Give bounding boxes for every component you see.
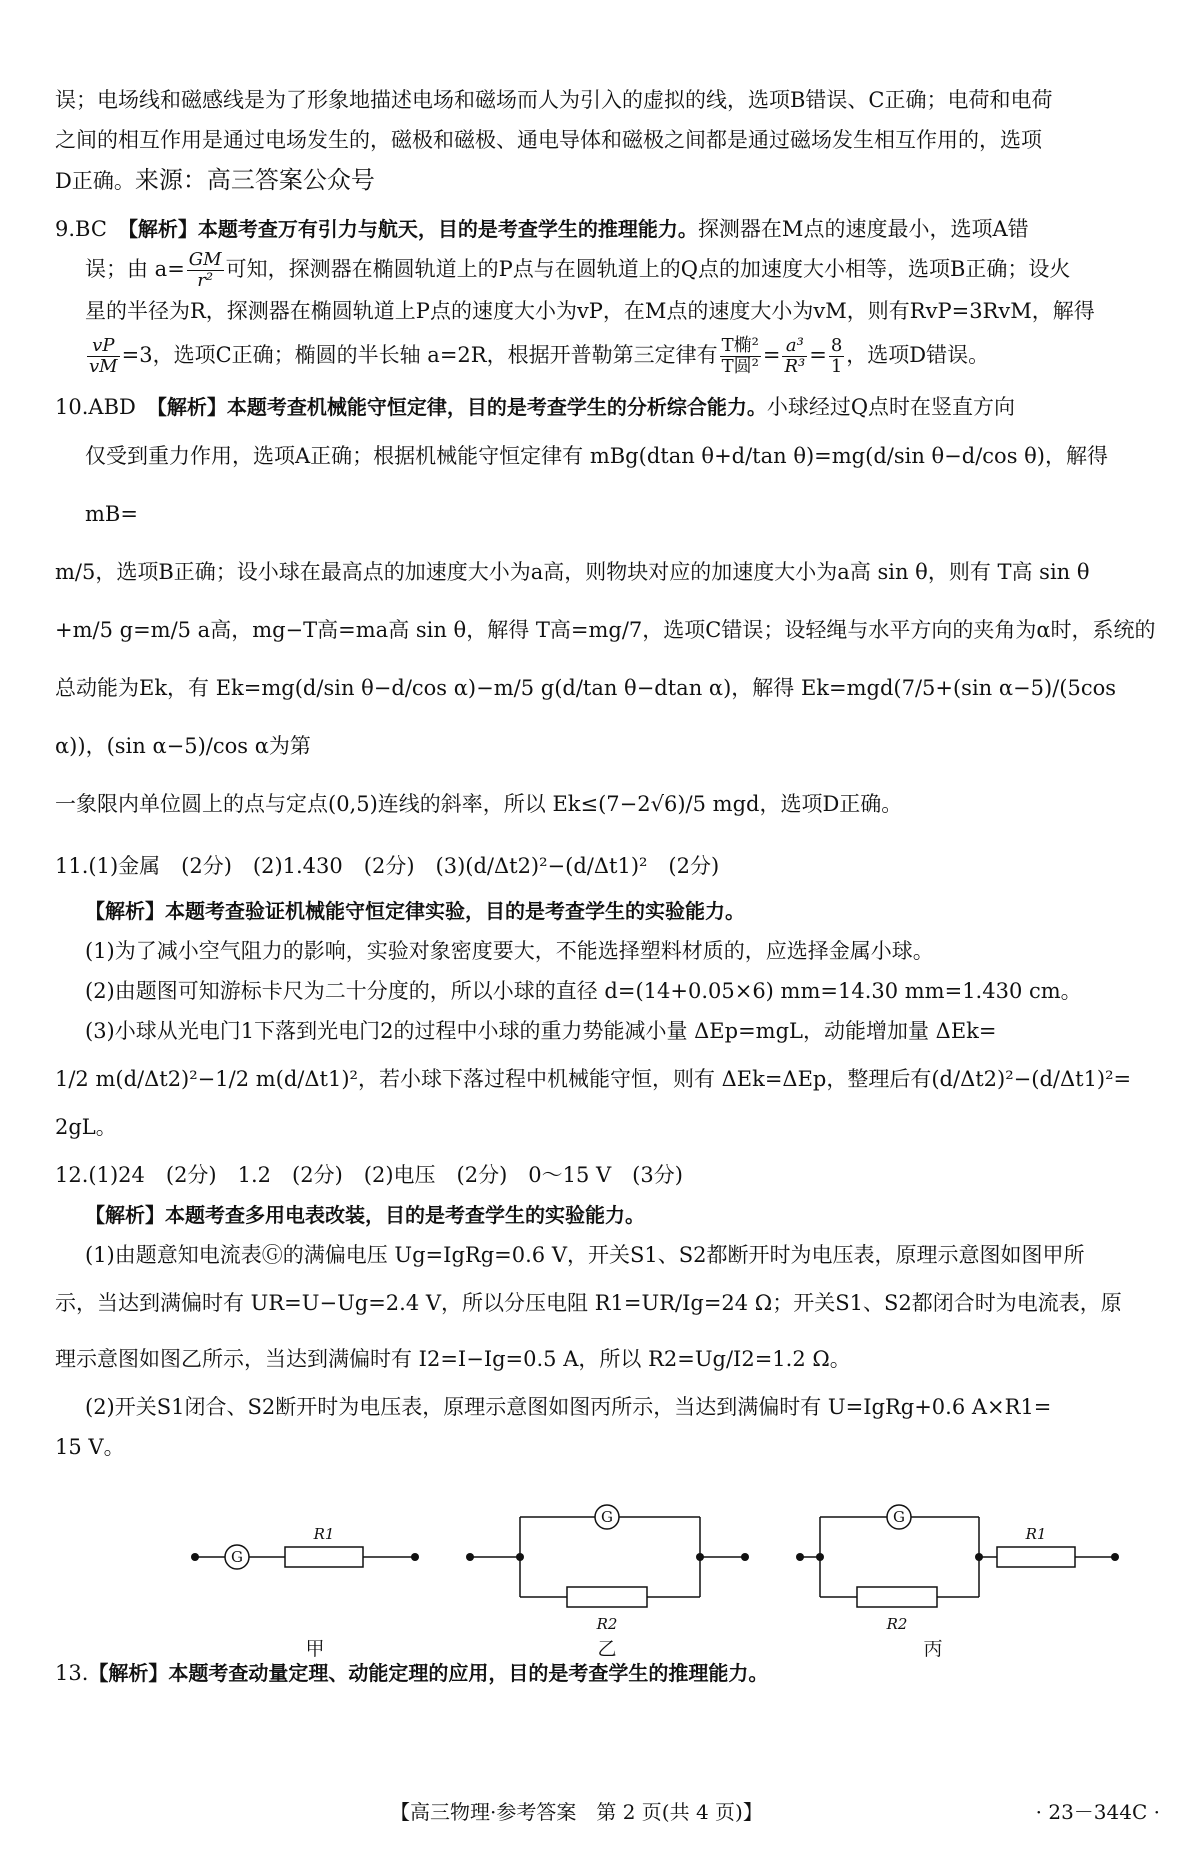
fraction: $\frac{8}{1}$	[830, 335, 843, 377]
fraction: $\frac{vP}{vM}$	[89, 335, 118, 377]
q12-line-4: (2)开关S1闭合、S2断开时为电压表，原理示意图如图丙所示，当达到满偏时有 U=IgRg+0.6 A×R1=	[85, 1395, 1052, 1419]
q13-line: 13.【解析】本题考查动量定理、动能定理的应用，目的是考查学生的推理能力。	[55, 1661, 769, 1685]
q11-line-1: (1)为了减小空气阻力的影响，实验对象密度要大，不能选择塑料材质的，应选择金属小球。	[85, 939, 934, 963]
resistor-r1	[285, 1547, 363, 1567]
q10-line-5: 总动能为Ek，有 Ek=mg(d/sin θ−d/cos α)−m/5 g(d/tan θ−dtan α)，解得 Ek=mgd(7/5+(sin α−5)/(5cos α))，(sin α−5)/cos α为第	[55, 676, 1117, 758]
fraction: $\frac{\text{a³}}{\text{R³}}$	[784, 335, 806, 377]
q12-line-3: 理示意图如图乙所示，当达到满偏时有 I2=I−Ig=0.5 A，所以 R2=Ug/I2=1.2 Ω。	[55, 1347, 851, 1371]
footer-code: · 23－344C ·	[1035, 1800, 1160, 1824]
resistor-r1	[997, 1547, 1075, 1567]
q9-line-4: $\frac{vP}{vM}$ =3，选项C正确；椭圆的半长轴 a=2R，根据开普勒第三定律有 $\frac{\text{T椭²}}{\text{T圆²}}$ = $\frac{\text{a³}}{\text{R³}}$ = $\frac{8}{1}$ ，选项D错误。	[89, 335, 990, 377]
caption-yi: 乙	[597, 1638, 617, 1657]
fraction: $\frac{\text{T椭²}}{\text{T圆²}}$	[721, 335, 759, 377]
text-line: 之间的相互作用是通过电场发生的，磁极和磁极、通电导体和磁极之间都是通过磁场发生相互作用的，选项	[55, 128, 1042, 152]
q9-line-3: 星的半径为R，探测器在椭圆轨道上P点的速度大小为vP，在M点的速度大小为vM，则有RvP=3RvM，解得	[85, 299, 1095, 323]
caption-jia: 甲	[305, 1638, 325, 1657]
circuit-figure	[135, 1487, 1135, 1657]
q11-answer: 11.(1)金属 (2分) (2)1.430 (2分) (3)(d/Δt2)²−(d/Δt1)² (2分)	[55, 854, 720, 878]
resistor-r2	[857, 1587, 937, 1607]
q10-line-1: 10.ABD 【解析】本题考查机械能守恒定律，目的是考查学生的分析综合能力。小球经过Q点时在竖直方向	[55, 395, 1016, 419]
source-watermark: 来源：高三答案公众号	[134, 166, 375, 194]
q11-line-4: 1/2 m(d/Δt2)²−1/2 m(d/Δt1)²，若小球下落过程中机械能守恒，则有 ΔEk=ΔEp，整理后有(d/Δt2)²−(d/Δt1)²=	[55, 1067, 1132, 1091]
q11-line-3: (3)小球从光电门1下落到光电门2的过程中小球的重力势能减小量 ΔEp=mgL，动能增加量 ΔEk=	[85, 1019, 997, 1043]
g-label: G	[601, 1508, 613, 1526]
q10-line-6: 一象限内单位圆上的点与定点(0,5)连线的斜率，所以 Ek≤(7−2√6)/5 mgd，选项D正确。	[55, 792, 903, 816]
caption-bing: 丙	[923, 1638, 943, 1657]
q11-line-5: 2gL。	[55, 1115, 117, 1139]
g-label: G	[231, 1548, 243, 1566]
resistor-r2	[567, 1587, 647, 1607]
text-line: D正确。来源：高三答案公众号	[55, 166, 375, 194]
footer-title: 【高三物理·参考答案 第 2 页(共 4 页)】	[390, 1800, 763, 1824]
r1-label: R1	[1025, 1525, 1047, 1543]
r1-label: R1	[313, 1525, 335, 1543]
q10-line-4: +m/5 g=m/5 a高，mg−T高=ma高 sin θ，解得 T高=mg/7，选项C错误；设轻绳与水平方向的夹角为α时，系统的	[55, 618, 1156, 642]
q12-line-1: (1)由题意知电流表Ⓖ的满偏电压 Ug=IgRg=0.6 V，开关S1、S2都断开时为电压表，原理示意图如图甲所	[85, 1243, 1085, 1267]
q11-line-2: (2)由题图可知游标卡尺为二十分度的，所以小球的直径 d=(14+0.05×6) mm=14.30 mm=1.430 cm。	[85, 979, 1082, 1003]
q12-head: 【解析】本题考查多用电表改装，目的是考查学生的实验能力。	[85, 1203, 645, 1227]
q10-line-2: 仅受到重力作用，选项A正确；根据机械能守恒定律有 mBg(dtan θ+d/tan θ)=mg(d/sin θ−d/cos θ)，解得 mB=	[85, 444, 1108, 526]
q12-answer: 12.(1)24 (2分) 1.2 (2分) (2)电压 (2分) 0～15 V (3分)	[55, 1163, 683, 1187]
q11-head: 【解析】本题考查验证机械能守恒定律实验，目的是考查学生的实验能力。	[85, 899, 745, 923]
text-line: 误；电场线和磁感线是为了形象地描述电场和磁场而人为引入的虚拟的线，选项B错误、C正确；电荷和电荷	[55, 88, 1053, 112]
fraction: $\frac{GM}{\text{r²}}$	[188, 249, 222, 291]
r2-label: R2	[886, 1615, 908, 1633]
g-label: G	[893, 1508, 905, 1526]
q12-line-2: 示，当达到满偏时有 UR=U−Ug=2.4 V，所以分压电阻 R1=UR/Ig=24 Ω；开关S1、S2都闭合时为电流表，原	[55, 1291, 1122, 1315]
q12-line-5: 15 V。	[55, 1435, 125, 1459]
r2-label: R2	[596, 1615, 618, 1633]
q10-line-3: m/5，选项B正确；设小球在最高点的加速度大小为a高，则物块对应的加速度大小为a高 sin θ，则有 T高 sin θ	[55, 560, 1090, 584]
q9-line-2: 误；由 a= $\frac{GM}{\text{r²}}$ 可知，探测器在椭圆轨道上的P点与在圆轨道上的Q点的加速度大小相等，选项B正确；设火	[85, 249, 1071, 291]
circuit-diagrams	[55, 1487, 1160, 1657]
q9-line-1: 9.BC 【解析】本题考查万有引力与航天，目的是考查学生的推理能力。探测器在M点的速度最小，选项A错	[55, 217, 1029, 241]
